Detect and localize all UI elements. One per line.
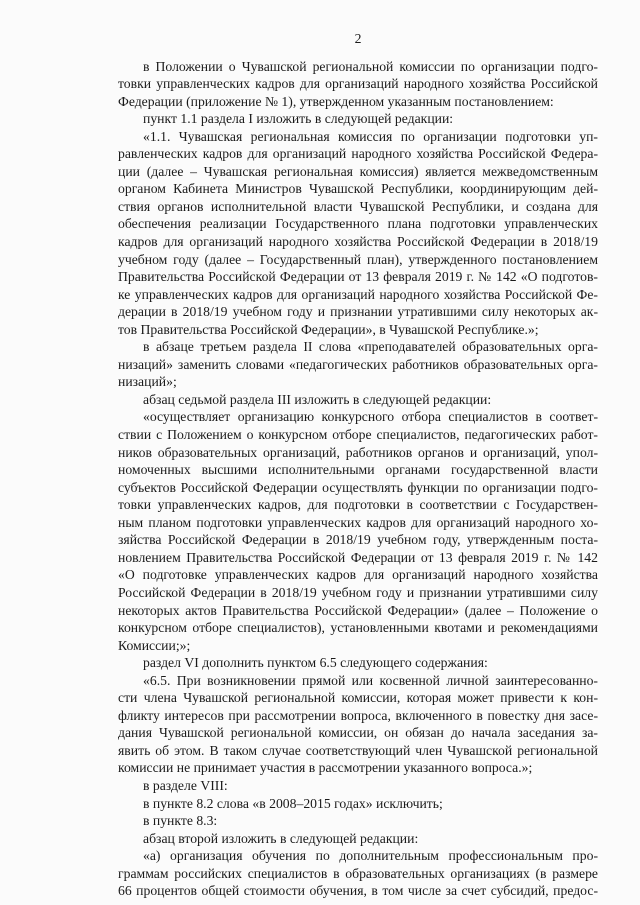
text-line: комиссии не принимает участия в рассмотрении указанного вопроса.»; <box>118 760 533 776</box>
text-line: зяйства Российской Федерации в 2018/19 учебном году, утвержденным поста- <box>118 532 598 548</box>
text-line: в пункте 8.3: <box>143 813 218 829</box>
text-line: «осуществляет организацию конкурсного отбора специалистов в соответ- <box>143 409 598 425</box>
text-line: в абзаце третьем раздела II слова «преподавателей образовательных орга- <box>143 339 598 355</box>
text-line: в пункте 8.2 слова «в 2008–2015 годах» исключить; <box>143 795 443 811</box>
text-line: ным планом подготовки управленческих кадров для организаций народного хо- <box>118 514 598 530</box>
text-line: фликту интересов при рассмотрении вопроса, включенного в повестку дня засе- <box>118 707 598 723</box>
text-line: «а) организация обучения по дополнительным профессиональным про- <box>143 848 598 864</box>
text-line: Комиссии;»; <box>118 637 191 653</box>
text-line: тов Правительства Российской Федерации», в Чувашской Республике.»; <box>118 321 539 337</box>
text-line: явить об этом. В таком случае соответствующий член Чувашской региональной <box>118 742 598 758</box>
text-line: низаций»; <box>118 374 177 390</box>
text-line: дерации в 2018/19 учебном году и признании утратившими силу некоторых ак- <box>118 304 598 320</box>
text-line: в Положении о Чувашской региональной комиссии по организации подго- <box>143 58 598 74</box>
text-line: в разделе VIII: <box>143 777 228 793</box>
text-line: «6.5. При возникновении прямой или косвенной личной заинтересованно- <box>143 672 598 688</box>
text-line: сти члена Чувашской региональной комиссии, которая может привести к кон- <box>118 690 598 706</box>
text-line: ствия органов исполнительной власти Чувашской Республики, и создана для <box>118 198 598 214</box>
text-line: некоторых актов Правительства Российской Федерации» (далее – Положение о <box>118 602 598 618</box>
text-line: дания Чувашской региональной комиссии, он обязан до начала заседания за- <box>118 725 598 741</box>
text-line: равленческих кадров для организаций народного хозяйства Российской Федера- <box>118 146 598 162</box>
text-line: обеспечения реализации Государственного плана подготовки управленческих <box>118 216 598 232</box>
text-line: кадров для организаций народного хозяйства Российской Федерации в 2018/19 <box>118 234 598 250</box>
text-line: субъектов Российской Федерации осуществлять функции по организации подго- <box>118 479 598 495</box>
text-line: 66 процентов общей стоимости обучения, в том числе за счет субсидий, предос- <box>118 883 598 899</box>
text-line: товки управленческих кадров, для подготовки в соответствии с Государствен- <box>118 497 598 513</box>
text-line: «1.1. Чувашская региональная комиссия по организации подготовки уп- <box>143 128 598 144</box>
text-line: Федерации (приложение № 1), утвержденном указанным постановлением: <box>118 93 554 109</box>
text-line: раздел VI дополнить пунктом 6.5 следующего содержания: <box>143 655 488 671</box>
text-line: граммам российских специалистов в образовательных организациях (в размере <box>118 865 598 881</box>
text-line: органом Кабинета Министров Чувашской Республики, координирующим дей- <box>118 181 598 197</box>
document-body <box>118 58 598 900</box>
text-line: товки управленческих кадров для организаций народного хозяйства Российской <box>118 76 598 92</box>
text-line: пункт 1.1 раздела I изложить в следующей редакции: <box>143 111 454 127</box>
text-line: абзац второй изложить в следующей редакции: <box>143 830 419 846</box>
text-line: ников образовательных организаций, работников органов и организаций, упол- <box>118 444 598 460</box>
text-line: новлением Правительства Российской Федерации от 13 февраля 2019 г. № 142 <box>118 549 598 565</box>
text-line: Российской Федерации в 2018/19 учебном году и признании утратившими силу <box>118 584 598 600</box>
text-line: абзац седьмой раздела III изложить в следующей редакции: <box>143 391 492 407</box>
text-line: конкурсном отборе специалистов), установленными квотами и рекомендациями <box>118 620 598 636</box>
text-line: ции (далее – Чувашская региональная комиссия) является межведомственным <box>118 163 598 179</box>
text-line: учебном году (далее – Государственный план), утвержденного постановлением <box>118 251 598 267</box>
text-line: «О подготовке управленческих кадров для организаций народного хозяйства <box>118 567 598 583</box>
text-line: низаций» заменить словами «педагогических работников образовательных орга- <box>118 356 598 372</box>
text-line: ствии с Положением о конкурсном отборе специалистов, педагогических работ- <box>118 427 598 443</box>
text-line: Правительства Российской Федерации от 13 февраля 2019 г. № 142 «О подготов- <box>118 269 598 285</box>
text-line: ке управленческих кадров для организаций народного хозяйства Российской Фе- <box>118 286 598 302</box>
page-number: 2 <box>354 31 362 46</box>
text-line: номоченных высшими исполнительными органами государственной власти <box>118 462 598 478</box>
